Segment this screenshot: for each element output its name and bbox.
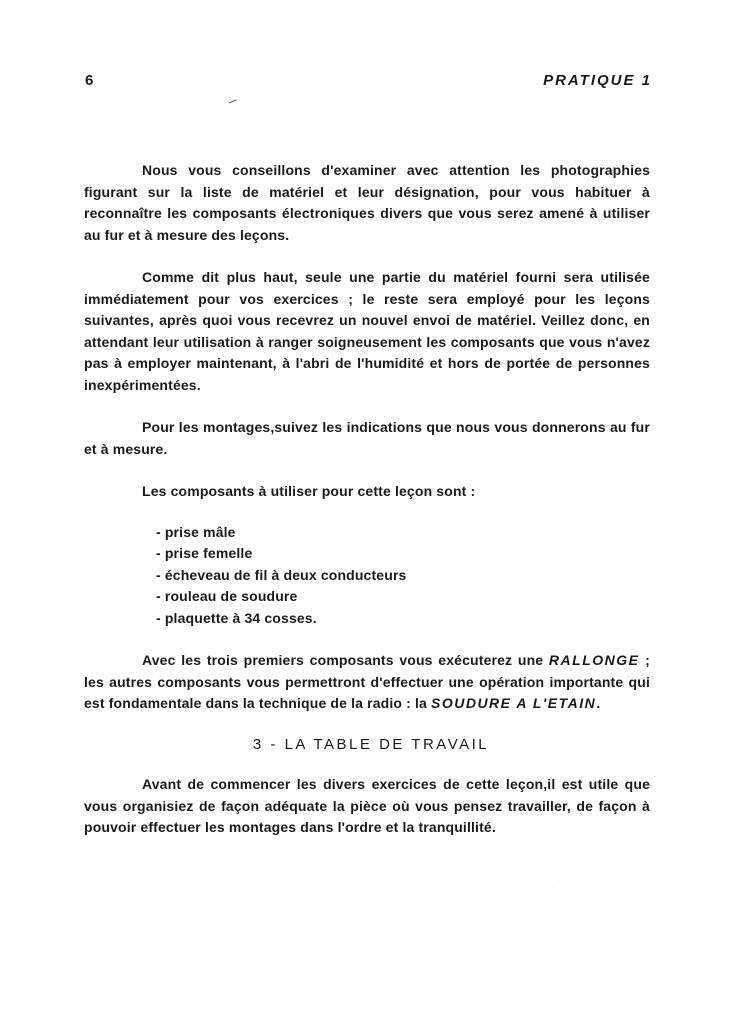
paragraph-rallonge-part2: ; les autres composants vous permettront d'effectuer une opération importante qui est fondamentale dans la technique de la radio : la (84, 652, 650, 711)
list-item: - prise mâle (156, 522, 650, 544)
paragraph-rallonge-part1: Avec les trois premiers composants vous exécuterez une (142, 652, 549, 668)
paragraph-photographs: Nous vous conseillons d'examiner avec attention les photographies figurant sur la liste de matériel et leur désignation, pour vous habituer à reconnaître les composants électroniques divers que vous serez amené à utiliser au fur et à mesure des leçons. (84, 162, 650, 243)
term-soudure: SOUDURE A L'ETAIN (431, 695, 597, 711)
paragraph-table: Avant de commencer les divers exercices de cette leçon,il est utile que vous organisiez de façon adéquate la pièce où vous pensez travailler, de façon à pouvoir effectuer les montages dans l'ordre et la tranquillité. (84, 776, 650, 835)
list-item: - plaquette à 34 cosses. (156, 608, 650, 630)
body-text (84, 160, 650, 839)
section-title: LA TABLE DE TRAVAIL (284, 735, 490, 753)
term-rallonge: RALLONGE (548, 652, 640, 668)
list-item: - prise femelle (156, 543, 650, 565)
paragraph-components-intro: Les composants à utiliser pour cette leçon sont : (142, 483, 476, 499)
list-item: - écheveau de fil à deux conducteurs (156, 565, 650, 587)
section-number: 3 (252, 735, 264, 753)
list-item: - rouleau de soudure (156, 586, 650, 608)
scan-mark (228, 96, 237, 103)
components-list (156, 522, 650, 630)
page-number: 6 (85, 72, 94, 89)
scan-artifact: · (552, 882, 555, 892)
paragraph-montages: Pour les montages,suivez les indications que nous vous donnerons au fur et à mesure. (84, 419, 650, 457)
running-head: PRATIQUE 1 (543, 72, 652, 89)
paragraph-rallonge (84, 650, 650, 715)
paragraph-material: Comme dit plus haut, seule une partie du matériel fourni sera utilisée immédiatement pour vos exercices ; le reste sera employé pour les leçons suivantes, après quoi vous recevrez un nouvel envoi de matériel. Veillez donc, en attendant leur utilisation à ranger soigneusement les composants que vous n'avez pas à employer maintenant, à l'abri de l'humidité et hors de portée de personnes inexpérimentées. (84, 269, 650, 393)
paragraph-rallonge-part3: . (596, 695, 601, 711)
section-heading: 3 - LA TABLE DE TRAVAIL (252, 735, 490, 753)
